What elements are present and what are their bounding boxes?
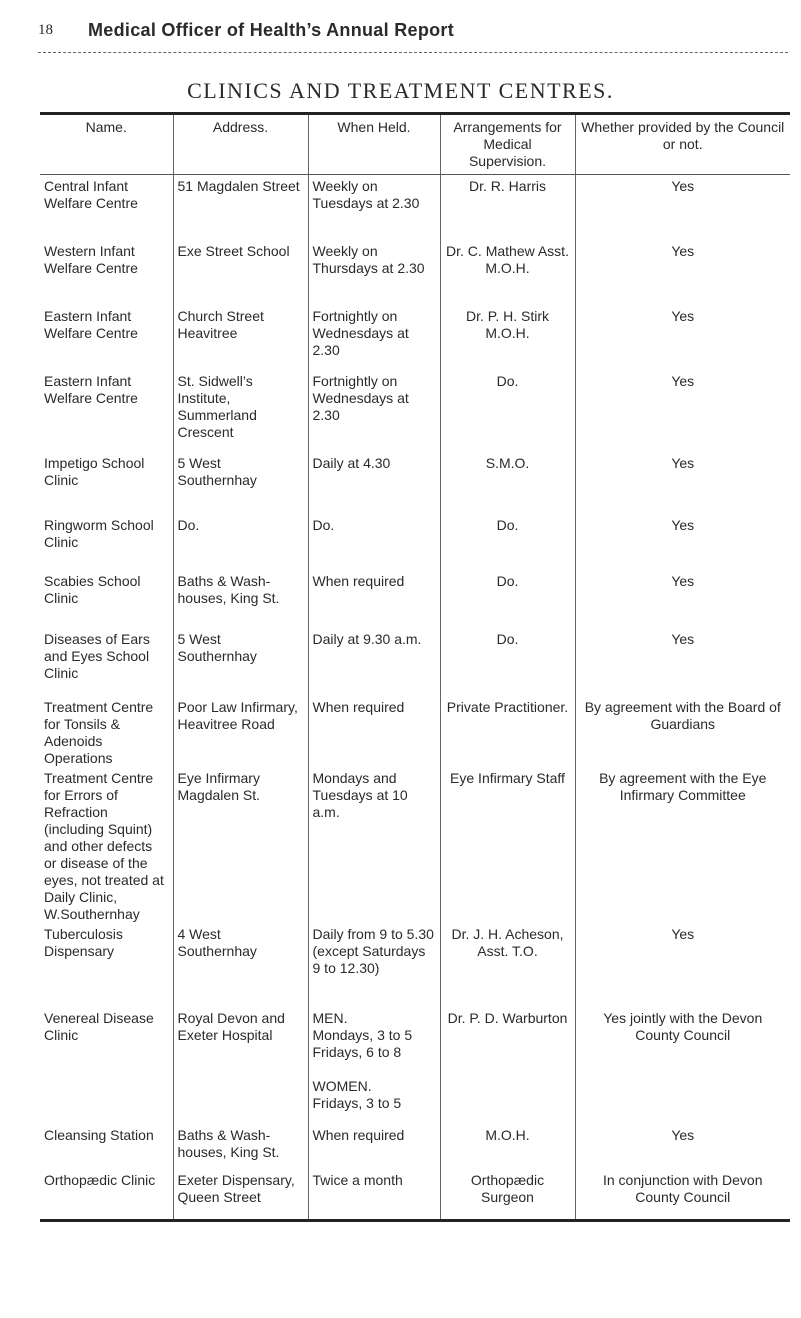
cell-when: Do. bbox=[308, 514, 440, 570]
cell-name: Scabies School Clinic bbox=[40, 570, 173, 628]
cell-council: By agreement with the Eye Infirmary Committee bbox=[599, 769, 767, 803]
table-header-row bbox=[40, 114, 790, 175]
cell-council: Yes bbox=[671, 630, 695, 647]
cell-council: Yes bbox=[671, 925, 695, 942]
cell-when: Mondays and Tuesdays at 10 a.m. bbox=[308, 767, 440, 923]
table-row bbox=[40, 1124, 790, 1169]
cell-when: Daily from 9 to 5.30 (except Saturdays 9 to 12.30) bbox=[308, 923, 440, 1007]
table-row bbox=[40, 628, 790, 696]
cell-supervision: Private Practitioner. bbox=[440, 696, 575, 767]
cell-when: Weekly on Tuesdays at 2.30 bbox=[308, 175, 440, 240]
cell-supervision: S.M.O. bbox=[440, 452, 575, 514]
cell-address: 51 Magdalen Street bbox=[173, 175, 308, 240]
cell-when: Twice a month bbox=[308, 1169, 440, 1221]
cell-council: Yes jointly with the Devon County Council bbox=[603, 1009, 763, 1043]
cell-name: Tuberculosis Dispensary bbox=[40, 923, 173, 1007]
section-title: CLINICS AND TREATMENT CENTRES. bbox=[187, 78, 614, 103]
cell-name: Diseases of Ears and Eyes School Clinic bbox=[40, 628, 173, 696]
cell-address: Eye Infirmary Magdalen St. bbox=[173, 767, 308, 923]
cell-supervision: Dr. J. H. Acheson, Asst. T.O. bbox=[440, 923, 575, 1007]
cell-when: Daily at 9.30 a.m. bbox=[308, 628, 440, 696]
page-header bbox=[38, 22, 788, 62]
cell-address: 5 West Southernhay bbox=[173, 628, 308, 696]
cell-when: When required bbox=[308, 1124, 440, 1169]
cell-when: MEN. Mondays, 3 to 5 Fridays, 6 to 8 WOMEN. Fridays, 3 to 5 bbox=[308, 1007, 440, 1124]
cell-name: Treatment Centre for Errors of Refraction (including Squint) and other defects or disease of the eyes, not treated at Daily Clinic, W.Southernhay bbox=[40, 767, 173, 923]
cell-supervision: Orthopædic Surgeon bbox=[440, 1169, 575, 1221]
cell-address: Royal Devon and Exeter Hospital bbox=[173, 1007, 308, 1124]
cell-name: Orthopædic Clinic bbox=[40, 1169, 173, 1221]
cell-name: Venereal Disease Clinic bbox=[40, 1007, 173, 1124]
cell-name: Cleansing Station bbox=[40, 1124, 173, 1169]
cell-address: 4 West Southernhay bbox=[173, 923, 308, 1007]
cell-name: Impetigo School Clinic bbox=[40, 452, 173, 514]
cell-council: Yes bbox=[671, 307, 695, 324]
report-title: Medical Officer of Health’s Annual Report bbox=[88, 20, 455, 40]
table-row bbox=[40, 514, 790, 570]
cell-when: When required bbox=[308, 696, 440, 767]
cell-supervision: Eye Infirmary Staff bbox=[440, 767, 575, 923]
cell-address: Exe Street School bbox=[173, 240, 308, 305]
cell-address: Baths & Wash-houses, King St. bbox=[173, 1124, 308, 1169]
cell-when: When required bbox=[308, 570, 440, 628]
cell-address: St. Sidwell’s Institute, Summerland Crescent bbox=[173, 370, 308, 452]
table-body bbox=[40, 175, 790, 1221]
cell-council: Yes bbox=[671, 454, 695, 471]
header-address: Address. bbox=[173, 114, 308, 175]
table-row bbox=[40, 923, 790, 1007]
cell-council: Yes bbox=[671, 572, 695, 589]
table-row bbox=[40, 452, 790, 514]
cell-supervision: Dr. C. Mathew Asst. M.O.H. bbox=[440, 240, 575, 305]
header-council: Whether provided by the Council or not. bbox=[575, 114, 790, 175]
cell-supervision: Do. bbox=[440, 370, 575, 452]
cell-name: Western Infant Welfare Centre bbox=[40, 240, 173, 305]
cell-name: Eastern Infant Welfare Centre bbox=[40, 370, 173, 452]
cell-council: Yes bbox=[671, 1126, 695, 1143]
table-row bbox=[40, 1007, 790, 1124]
cell-supervision: Do. bbox=[440, 628, 575, 696]
table-row bbox=[40, 1169, 790, 1221]
table-row bbox=[40, 570, 790, 628]
table-row bbox=[40, 767, 790, 923]
cell-when: Daily at 4.30 bbox=[308, 452, 440, 514]
cell-supervision: M.O.H. bbox=[440, 1124, 575, 1169]
cell-supervision: Do. bbox=[440, 570, 575, 628]
cell-council: Yes bbox=[671, 372, 695, 389]
cell-when: Fortnightly on Wednesdays at 2.30 bbox=[308, 305, 440, 370]
cell-council: Yes bbox=[671, 242, 695, 259]
cell-supervision: Dr. P. H. Stirk M.O.H. bbox=[440, 305, 575, 370]
cell-name: Ringworm School Clinic bbox=[40, 514, 173, 570]
cell-address: Do. bbox=[173, 514, 308, 570]
cell-address: 5 West Southernhay bbox=[173, 452, 308, 514]
cell-supervision: Do. bbox=[440, 514, 575, 570]
cell-address: Poor Law Infirmary, Heavitree Road bbox=[173, 696, 308, 767]
cell-council: Yes bbox=[671, 516, 695, 533]
cell-address: Exeter Dispensary, Queen Street bbox=[173, 1169, 308, 1221]
cell-supervision: Dr. R. Harris bbox=[440, 175, 575, 240]
cell-council: By agreement with the Board of Guardians bbox=[584, 698, 781, 732]
cell-council: In conjunction with Devon County Council bbox=[602, 1171, 763, 1205]
cell-when: Fortnightly on Wednesdays at 2.30 bbox=[308, 370, 440, 452]
cell-name: Treatment Centre for Tonsils & Adenoids Operations bbox=[40, 696, 173, 767]
header-rule bbox=[38, 52, 788, 53]
table-row bbox=[40, 175, 790, 240]
header-when-held: When Held. bbox=[308, 114, 440, 175]
page-number: 18 bbox=[38, 22, 53, 38]
cell-address: Church Street Heavitree bbox=[173, 305, 308, 370]
cell-name: Eastern Infant Welfare Centre bbox=[40, 305, 173, 370]
table-row bbox=[40, 305, 790, 370]
cell-name: Central Infant Welfare Centre bbox=[40, 175, 173, 240]
cell-when: Weekly on Thursdays at 2.30 bbox=[308, 240, 440, 305]
header-name: Name. bbox=[40, 114, 173, 175]
clinics-table bbox=[40, 112, 790, 1222]
header-supervision: Arrangements for Medical Supervision. bbox=[440, 114, 575, 175]
cell-address: Baths & Wash-houses, King St. bbox=[173, 570, 308, 628]
table-row bbox=[40, 696, 790, 767]
table-row bbox=[40, 240, 790, 305]
cell-council: Yes bbox=[671, 178, 695, 194]
table-row bbox=[40, 370, 790, 452]
cell-supervision: Dr. P. D. Warburton bbox=[440, 1007, 575, 1124]
